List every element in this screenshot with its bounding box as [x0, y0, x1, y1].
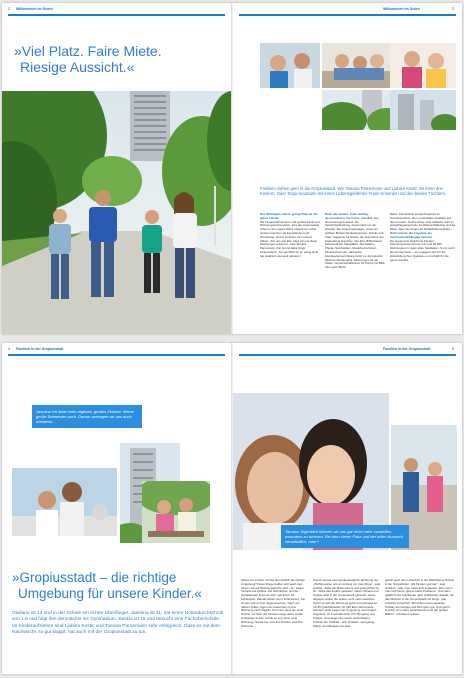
family-sofa-photo	[322, 43, 397, 88]
running-header: Willkommen im Guten	[383, 7, 420, 11]
photo-caption: Familien ziehen gern in die Gropiusstadt. Wie Tamara Parnemann und Ljubisa Kostic mit ihren drei Kindern. Oder Tanja Neumann mit ihrem Lebensgefährten Frank Krimmler und den beiden Töchtern.	[260, 186, 447, 197]
header-rule	[8, 14, 225, 16]
lede-paragraph: Giuliano ist 14 und in der Schule ein echter Überflieger. Jasmina ist 11, hat einen Notendurchschnitt von 1,6 und folgt ihm demnächst ins Gymnasium. Saskia ist 18 und besucht eine Fachoberschule. Im Kinderaufziehen sind Ljubisa Kostic und Tamara Parnemann sehr erfolgreich. Dass es mit dem Nachwuchs so gut klappt, hat auch mit der Gropiusstadt zu tun.	[12, 611, 224, 636]
page-number: 4	[8, 347, 10, 351]
family-walking-photo	[2, 91, 231, 334]
running-header: Willkommen im Guten	[16, 7, 53, 11]
column-heading: Das Wichtigste zuerst: genug Platz für die ganze Familie	[260, 212, 318, 220]
page-2	[2, 3, 231, 334]
green-neighborhood-photo	[322, 90, 397, 130]
text-column-1: Sehen wir einfach: Ist das hier wirklich die richtige Umgebung? Diese Frage stellten sich auch Alex Obern, die auf Wohnungssuche sind. „Ja“, sagen Tamara und Ljubisa. Die Wohnlichen und der Sozialberater kommen sich, seit ihrem 18. Lebensjahr. Damals lebten sie in Schöneberg. Sie lernten sich in ihrer Jugend kennen. Nach vier Jahren später zogen sie zusammen in eine Wohnung nach Steglitz. Dort kam dann die erste Tochter zur Welt. Als Tamara einige Jahre später schwanger wurde, wurde es eng. Eine neue Wohnung musste her. Aus den Kindern sind ihre Wünsche ...	[241, 578, 305, 628]
top-spread	[2, 3, 462, 334]
father-son-photo	[12, 468, 117, 536]
text-column-2: Zuerst musste eine familientaugliche Wohnung her. „Wichtig waren uns am Anfang nur zwei Dinge“, sagt Ljubisa. „Dass die Miete stimmt und genug Platz da ist.“ Wäre das anders gewesen, wären Tamara und Ljubisa nicht in der Gropiusstadt gelandet. Heute dagegen wollen die beiden nicht mehr tauschen. Nicht nur weil die Wohnung groß und preiswert ist: mit 96 Quadratmetern für 630 Euro Warmmiete. Sondern auch wegen der Umgebung und übrigen Angebote. Im Freizeitbereich: Für Shopping und Freizeit. Und wegen der vielen Grünanlagen: Tischtennis, Fußball – kein Problem, weil genug Plätze und Mitspieler da sind.	[313, 578, 381, 628]
quote-box: Jasmina ich liebe mein eigenes, großes Zimmer. Meine große Schwester auch. Darum vertragen wir uns auch meistens.	[32, 405, 142, 428]
text-column-3: gehört auch dem Unterricht in der Walt-Disney-Schule in der Tempelhofer. „Mit Kindern gut hier!“, sagt Giuliano. „Alle, man muss sich anpassen. Aber wenn man sich kennt, gibt es keine Probleme.“ Und dann gefällt ihr die Familie die ganz praktischen Details, die das Wohnen in der Gropiusstadt mit bringt. „Die Aussicht ist herrlich. Wir haben einen separate Toilette, ein riesiges und Dich ganz gut. Und geht's. Und bin ich in dem Seitenbereich und der großen Balkon“, schwärmt Ljubisa.	[385, 578, 455, 617]
headline	[14, 43, 162, 75]
column-heading: Nicht zuletzt: die Angebote als verbrauchsabhängige Variante.	[390, 230, 433, 239]
header-rule	[239, 354, 456, 356]
column-body: Wo Tamara Parnemann und Ljubisa Kostic auf Wohnungssuche waren, kam die Gropiusstadt schon in die engere Wahl, obwohl sie nichts anderes kannten als Expeditionen und Grundrisse. Vorher wohnten sie in einem Altbau. „Für uns war klar: dass wir uns diese Wohnungen ansehen“, sagt Tamara Parnemann. Der Grund dafür klingt einleuchtend: „So viel Platz für so wenig Geld hat praktisch niemand geboten.“	[260, 219, 320, 258]
children-photo	[260, 43, 320, 88]
page-4	[2, 343, 231, 674]
headline-line-2: Riesige Aussicht.«	[20, 59, 135, 75]
column-body: Berlin. Persönliche Ansprechpartner im Kundenzentrum. Den unverstellten Ausblick aus dem Fenster. Solche Dinge sind vielleicht nicht so ausschlaggebend wie die Platzverhältnisse und die Miete. Aber sie sorgen für Wohlfühlatmosphäre.	[390, 212, 456, 232]
bottom-spread	[2, 343, 462, 674]
section-headline	[12, 570, 202, 602]
girls-on-bench-photo	[142, 481, 210, 543]
column-heading: Denn das andere. Auch wichtig:	[325, 212, 369, 216]
running-header: Familien in der Gropiusstadt	[383, 347, 431, 351]
headline-line-1: »Gropiusstadt – die richtige	[12, 570, 177, 585]
column-body: Die Gegend ist beliebt bei Kindern: Wohnungsunternehmen mit rund 18.000 Wohnungen in vielen alten Stadtteilen. So ist mehr als ein Vermieter – es engagiert sich für die Entwicklung ihrer Quartiere und schafft für die ganze Familie.	[390, 238, 455, 262]
quote-box: Tamara: Eigentlich können wir uns gar nicht mehr vorstellen, woanders zu wohnen. Bei dem vielen Platz und der tollen Aussicht verständlich, oder?	[281, 525, 409, 548]
running-header: Familien in der Gropiusstadt	[16, 347, 64, 351]
headline-line-2: Umgebung für unsere Kinder.«	[18, 586, 202, 601]
tower-blocks-photo	[390, 90, 456, 130]
column-body: die Ausstattung. Die Küche. Das Bad. Der Renovierungszustand. Die Verkehrsanbindung. Supermarkt vor der Haustür. Die Gropiuspassagen, eines der größten Berliner Einkaufszentren, Schule und Kitas. Angebote für Kinder, die besonders viel Zuwendung brauchen. Die Kita, Bibliotheken, Schwimmbad, Spielplätze, Sportplätze, Pferde, Sportstätten, Musikhochschulen, Fitness-Parcours, zahlreiche Handwerkervermittlung Grün vor der Haustür. Mehrere Restaurants. Wohnungen für die Gäste. Gemeinschaftsraum für Partys mit Blick über ganz Berlin.	[325, 215, 385, 270]
header-rule	[239, 14, 456, 16]
page-number: 2	[8, 7, 10, 11]
page-5	[233, 343, 462, 674]
text-column-3	[390, 213, 456, 262]
girls-photo	[390, 43, 456, 88]
text-column-1	[260, 213, 320, 259]
header-rule	[8, 354, 225, 356]
page-number: 5	[452, 347, 454, 351]
headline-line-1: »Viel Platz. Faire Miete.	[14, 43, 162, 59]
text-column-2	[325, 213, 385, 270]
page-number: 3	[452, 7, 454, 11]
page-3	[233, 3, 462, 334]
